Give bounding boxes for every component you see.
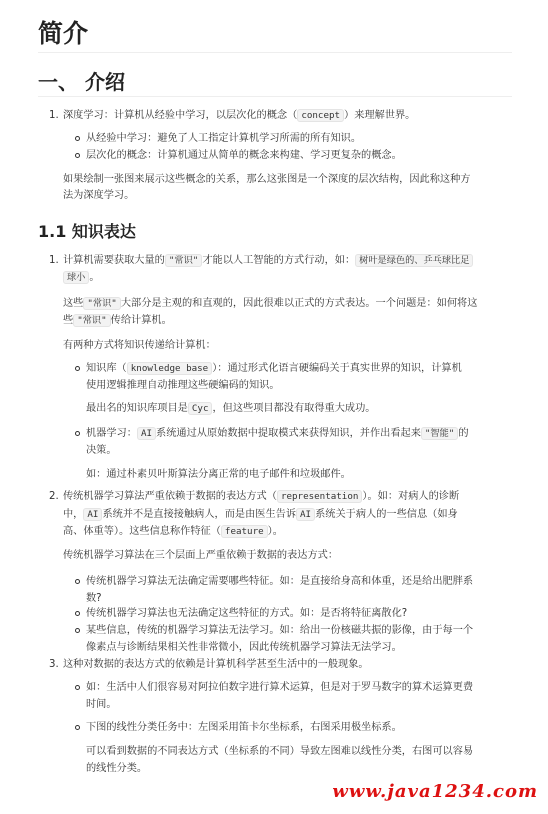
- text-run: 中，: [63, 509, 84, 520]
- text-run: 系统通过从原始数据中提取模式来获得知识，并作出看起来: [156, 428, 421, 439]
- bullet-icon: [75, 431, 80, 436]
- text-run: 些: [63, 315, 74, 326]
- text-run: ）：通过形式化语言硬编码关于真实世界的知识，计算机: [212, 363, 462, 374]
- inline-code: knowledge base: [127, 362, 212, 375]
- inline-code: feature: [221, 525, 268, 538]
- text-run: 深度学习：计算机从经验中学习，以层次化的概念（: [63, 110, 298, 121]
- inline-code: "智能": [421, 427, 458, 440]
- inline-code: "常识": [83, 297, 120, 310]
- list-item: 传统机器学习算法也无法确定这些特征的方式。如：是否将特征离散化?: [86, 608, 408, 619]
- list-item: [63, 252, 473, 269]
- inline-code: 球小: [63, 271, 89, 284]
- inline-code: concept: [297, 109, 344, 122]
- list-item-cont: 像素点与诊断结果相关性非常微小，因此传统机器学习算法无法学习。: [86, 642, 402, 653]
- text-run: 知识库（: [86, 363, 127, 374]
- inline-code: AI: [83, 508, 102, 521]
- text-run: ）来理解世界。: [344, 110, 416, 121]
- section-heading: 一、 介绍: [38, 70, 125, 94]
- bullet-icon: [75, 153, 80, 158]
- list-item: 从经验中学习：避免了人工指定计算机学习所需的所有知识。: [86, 133, 362, 144]
- text-run: 的: [458, 428, 469, 439]
- text-run: 才能以人工智能的方式行动，如：: [202, 255, 356, 266]
- list-number: 3.: [49, 659, 59, 670]
- bullet-icon: [75, 611, 80, 616]
- text-run: 最出名的知识库项目是: [86, 403, 188, 414]
- list-item: 这种对数据的表达方式的依赖是计算机科学甚至生活中的一般现象。: [63, 659, 369, 670]
- inline-code: AI: [296, 508, 315, 521]
- list-item: 层次化的概念：计算机通过从简单的概念来构建、学习更复杂的概念。: [86, 150, 402, 161]
- section-divider: [38, 96, 512, 97]
- text-run: 高、体重等）。这些信息称作特征（: [63, 526, 221, 537]
- page-title: 简介: [38, 19, 89, 48]
- list-number: 1.: [49, 255, 59, 266]
- text-run: ）。: [267, 526, 283, 537]
- text-run: 计算机需要获取大量的: [63, 255, 165, 266]
- list-item-cont: 时间。: [86, 699, 117, 710]
- list-item: 如：生活中人们很容易对阿拉伯数字进行算术运算，但是对于罗马数字的算术运算更费: [86, 682, 474, 693]
- inline-code: "常识": [73, 314, 110, 327]
- subsection-heading: 1.1 知识表达: [38, 222, 136, 241]
- bullet-icon: [75, 725, 80, 730]
- list-item: [86, 425, 469, 442]
- text-run: 大部分是主观的和直观的，因此很难以正式的方式表达。一个问题是：如何将这: [120, 298, 478, 309]
- text-run: ）。如：对病人的诊断: [362, 491, 460, 502]
- bullet-icon: [75, 136, 80, 141]
- list-item-cont: 决策。: [86, 445, 117, 456]
- list-item-cont: [63, 506, 458, 523]
- list-number: 2.: [49, 491, 59, 502]
- list-item: 某些信息，传统的机器学习算法无法学习。如：给出一份核磁共振的影像，由于每一个: [86, 625, 474, 636]
- watermark: www.java1234.com: [332, 781, 538, 802]
- paragraph-line: [63, 295, 477, 312]
- paragraph-line: 法为深度学习。: [63, 190, 135, 201]
- inline-code: Cyc: [188, 402, 213, 415]
- text-run: 传统机器学习算法严重依赖于数据的表达方式（: [63, 491, 277, 502]
- paragraph-line: 可以看到数据的不同表达方式（坐标系的不同）导致左图难以线性分类，右图可以容易: [86, 746, 474, 757]
- paragraph-line: 传统机器学习算法在三个层面上严重依赖于数据的表达方式：: [63, 550, 339, 561]
- title-divider: [38, 52, 512, 53]
- list-item: [63, 107, 415, 124]
- list-item-cont: 数?: [86, 593, 102, 604]
- bullet-icon: [75, 685, 80, 690]
- list-number: 1.: [49, 110, 59, 121]
- list-item-cont: [63, 523, 283, 540]
- bullet-icon: [75, 579, 80, 584]
- paragraph-line: 的线性分类。: [86, 763, 148, 774]
- text-run: ，但这些项目都没有取得重大成功。: [212, 403, 376, 414]
- text-run: 传给计算机。: [110, 315, 172, 326]
- list-item: 下图的线性分类任务中：左图采用笛卡尔坐标系，右图采用极坐标系。: [86, 722, 402, 733]
- bullet-icon: [75, 628, 80, 633]
- paragraph-line: 有两种方式将知识传递给计算机：: [63, 340, 216, 351]
- list-item: [86, 360, 462, 377]
- inline-code: representation: [277, 490, 362, 503]
- inline-code: "常识": [165, 254, 202, 267]
- list-item: 传统机器学习算法无法确定需要哪些特征。如：是直接给身高和体重，还是给出肥胖系: [86, 576, 474, 587]
- inline-code: 树叶是绿色的、乒乓球比足: [355, 254, 473, 267]
- list-item-cont: [63, 269, 100, 286]
- list-item-cont: 使用逻辑推理自动推理这些硬编码的知识。: [86, 380, 280, 391]
- paragraph-line: 如果绘制一张图来展示这些概念的关系，那么这张图是一个深度的层次结构，因此称这种方: [63, 174, 471, 185]
- text-run: 机器学习：: [86, 428, 137, 439]
- text-run: 系统并不是直接接触病人，而是由医生告诉: [102, 509, 297, 520]
- bullet-icon: [75, 366, 80, 371]
- inline-code: AI: [137, 427, 156, 440]
- paragraph-line: [86, 400, 375, 417]
- text-run: 系统关于病人的一些信息（如身: [315, 509, 458, 520]
- text-run: 。: [89, 272, 100, 283]
- list-item: [63, 488, 459, 505]
- paragraph-line: 如：通过朴素贝叶斯算法分离正常的电子邮件和垃圾邮件。: [86, 469, 351, 480]
- paragraph-line: [63, 312, 172, 329]
- text-run: 这些: [63, 298, 84, 309]
